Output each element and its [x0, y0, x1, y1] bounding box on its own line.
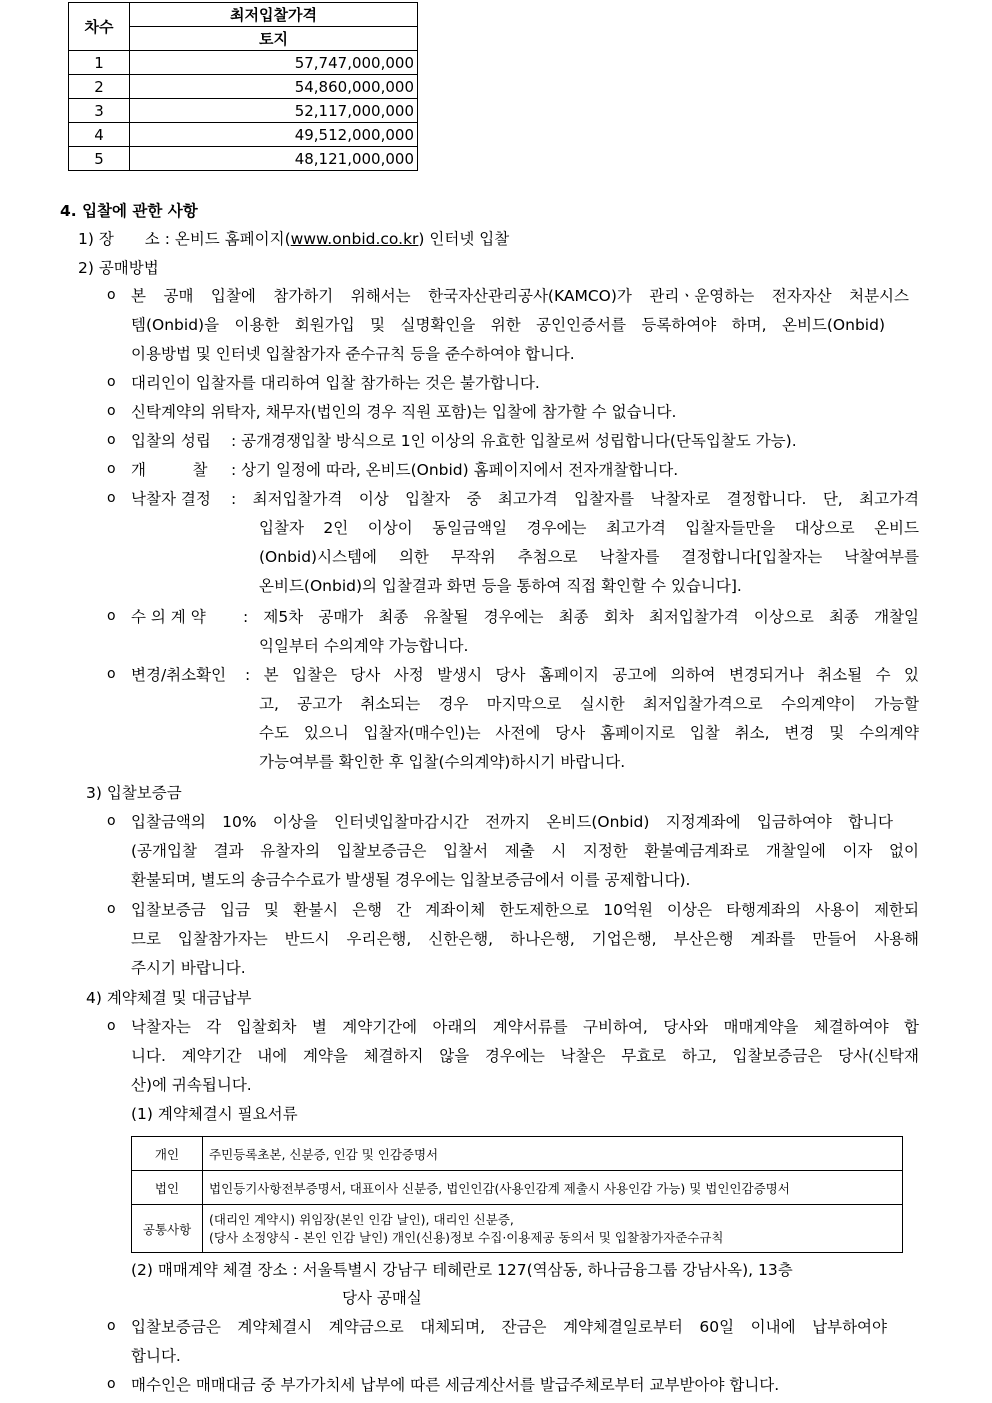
contract-place-line2: 당사 공매실: [342, 1289, 422, 1307]
round-cell: 4: [69, 123, 130, 147]
bullet-icon: o: [107, 666, 116, 682]
bullet-icon: o: [107, 608, 116, 624]
method-b8-line1: : 본 입찰은 당사 사정 발생시 당사 홈페이지 공고에 의하여 변경되거나 취소될 수 있: [245, 666, 919, 684]
method-b7-label: 수 의 계 약: [131, 608, 206, 626]
method-b6-line4: 온비드(Onbid)의 입찰결과 화면 등을 통하여 직접 확인할 수 있습니다].: [259, 577, 742, 595]
required-documents-table: [131, 1136, 903, 1253]
method-b6-label: 낙찰자 결정: [131, 490, 211, 508]
method-b7-line1: : 제5차 공매가 최종 유찰될 경우에는 최종 회차 최저입찰가격 이상으로 최종 개찰일: [243, 608, 919, 626]
contract-b3: 매수인은 매매대금 중 부가가치세 납부에 따른 세금계산서를 발급주체로부터 교부받아야 합니다.: [131, 1376, 780, 1394]
header-min-price: 최저입찰가격: [130, 3, 418, 27]
deposit-b1-line1: 입찰금액의 10% 이상을 인터넷입찰마감시간 전까지 온비드(Onbid) 지정계좌에 입금하여야 합니다: [131, 813, 893, 831]
method-b2: 대리인이 입찰자를 대리하여 입찰 참가하는 것은 불가합니다.: [131, 374, 540, 392]
contract-place-line1: (2) 매매계약 체결 장소 : 서울특별시 강남구 테헤란로 127(역삼동, 하나금융그룹 강남사옥), 13층: [131, 1261, 793, 1279]
place-tail: ) 인터넷 입찰: [418, 230, 510, 248]
round-cell: 2: [69, 75, 130, 99]
header-round: 차수: [69, 3, 130, 51]
method-heading: 2) 공매방법: [78, 259, 159, 277]
doc-value: [203, 1205, 903, 1253]
bullet-icon: o: [107, 403, 116, 419]
contract-b1-line3: 산)에 귀속됩니다.: [131, 1076, 252, 1094]
method-b8-label: 변경/취소확인: [131, 666, 227, 684]
method-b6-line2: 입찰자 2인 이상이 동일금액일 경우에는 최고가격 입찰자들만을 대상으로 온비드: [259, 519, 919, 537]
place-line: [78, 229, 509, 249]
doc-key: 개인: [132, 1137, 203, 1171]
method-b8-line2: 고, 공고가 취소되는 경우 마지막으로 실시한 최저입찰가격으로 수의계약이 가능할: [259, 695, 919, 713]
bullet-icon: o: [107, 901, 116, 917]
bullet-icon: o: [107, 374, 116, 390]
price-cell: 52,117,000,000: [130, 99, 418, 123]
contract-b2-line2: 합니다.: [131, 1347, 181, 1365]
table-row: [69, 99, 418, 123]
round-cell: 1: [69, 51, 130, 75]
table-row: [69, 75, 418, 99]
table-row: [69, 123, 418, 147]
doc-value-line1: (대리인 계약시) 위임장(본인 인감 날인), 대리인 신분증,: [209, 1211, 514, 1227]
deposit-b2-line2: 므로 입찰참가자는 반드시 우리은행, 신한은행, 하나은행, 기업은행, 부산은행 계좌를 만들어 사용해: [131, 930, 919, 948]
price-cell: 48,121,000,000: [130, 147, 418, 171]
contract-b1-line1: 낙찰자는 각 입찰회차 별 계약기간에 아래의 계약서류를 구비하여, 당사와 매매계약을 체결하여야 합: [131, 1018, 919, 1036]
min-bid-price-table: [68, 2, 418, 171]
bullet-icon: o: [107, 1018, 116, 1034]
header-land: 토지: [130, 27, 418, 51]
method-b6-line1: : 최저입찰가격 이상 입찰자 중 최고가격 입찰자를 낙찰자로 결정합니다. 단, 최고가격: [231, 490, 919, 508]
method-b5-text: : 상기 일정에 따라, 온비드(Onbid) 홈페이지에서 전자개찰합니다.: [231, 461, 679, 479]
table-row: [132, 1137, 903, 1171]
deposit-heading: 3) 입찰보증금: [86, 784, 182, 802]
bullet-icon: o: [107, 813, 116, 829]
method-b3: 신탁계약의 위탁자, 채무자(법인의 경우 직원 포함)는 입찰에 참가할 수 없습니다.: [131, 403, 677, 421]
contract-b1-line2: 니다. 계약기간 내에 계약을 체결하지 않을 경우에는 낙찰은 무효로 하고, 입찰보증금은 당사(신탁재: [131, 1047, 919, 1065]
price-cell: 57,747,000,000: [130, 51, 418, 75]
method-b8-line3: 수도 있으니 입찰자(매수인)는 사전에 당사 홈페이지로 입찰 취소, 변경 및 수의계약: [259, 724, 919, 742]
bullet-icon: o: [107, 490, 116, 506]
method-b7-line2: 익일부터 수의계약 가능합니다.: [259, 637, 469, 655]
table-row: [69, 51, 418, 75]
doc-value: 주민등록초본, 신분증, 인감 및 인감증명서: [203, 1137, 903, 1171]
round-cell: 5: [69, 147, 130, 171]
price-cell: 49,512,000,000: [130, 123, 418, 147]
method-b1-line3: 이용방법 및 인터넷 입찰참가자 준수규칙 등을 준수하여야 합니다.: [131, 345, 575, 363]
table-row: [132, 1205, 903, 1253]
method-b8-line4: 가능여부를 확인한 후 입찰(수의계약)하시기 바랍니다.: [259, 753, 626, 771]
contract-b2-line1: 입찰보증금은 계약체결시 계약금으로 대체되며, 잔금은 계약체결일로부터 60일 이내에 납부하여야: [131, 1318, 887, 1336]
section-title: 4. 입찰에 관한 사항: [60, 202, 198, 220]
method-b1-line1: 본 공매 입찰에 참가하기 위해서는 한국자산관리공사(KAMCO)가 관리ㆍ운영하는 전자자산 처분시스: [131, 287, 909, 305]
bullet-icon: o: [107, 287, 116, 303]
method-b4-text: : 공개경쟁입찰 방식으로 1인 이상의 유효한 입찰로써 성립합니다(단독입찰도 가능).: [231, 432, 797, 450]
contract-heading: 4) 계약체결 및 대금납부: [86, 989, 252, 1007]
deposit-b2-line3: 주시기 바랍니다.: [131, 959, 246, 977]
deposit-b1-line2: (공개입찰 결과 유찰자의 입찰보증금은 입찰서 제출 시 지정한 환불예금계좌로 개찰일에 이자 없이: [131, 842, 919, 860]
onbid-link[interactable]: www.onbid.co.kr: [290, 230, 419, 248]
deposit-b1-line3: 환불되며, 별도의 송금수수료가 발생될 경우에는 입찰보증금에서 이를 공제합니다).: [131, 871, 691, 889]
method-b5-label: 개 찰: [131, 461, 208, 479]
deposit-b2-line1: 입찰보증금 입금 및 환불시 은행 간 계좌이체 한도제한으로 10억원 이상은 타행계좌의 사용이 제한되: [131, 901, 919, 919]
doc-value: 법인등기사항전부증명서, 대표이사 신분증, 법인인감(사용인감계 제출시 사용인감 가능) 및 법인인감증명서: [203, 1171, 903, 1205]
place-label: 1) 장 소 : 온비드 홈페이지(: [78, 230, 291, 248]
docs-heading: (1) 계약체결시 필요서류: [131, 1105, 298, 1123]
method-b6-line3: (Onbid)시스템에 의한 무작위 추첨으로 낙찰자를 결정합니다[입찰자는 낙찰여부를: [259, 548, 919, 566]
table-row: [132, 1171, 903, 1205]
method-b4-label: 입찰의 성립: [131, 432, 211, 450]
method-b1-line2: 템(Onbid)을 이용한 회원가입 및 실명확인을 위한 공인인증서를 등록하여야 하며, 온비드(Onbid): [131, 316, 885, 334]
bullet-icon: o: [107, 1376, 116, 1392]
bullet-icon: o: [107, 461, 116, 477]
bullet-icon: o: [107, 432, 116, 448]
round-cell: 3: [69, 99, 130, 123]
bullet-icon: o: [107, 1318, 116, 1334]
doc-value-line2: (당사 소정양식 - 본인 인감 날인) 개인(신용)정보 수집·이용제공 동의서 및 입찰참가자준수규칙: [209, 1229, 724, 1245]
doc-key: 법인: [132, 1171, 203, 1205]
table-row: [69, 147, 418, 171]
price-cell: 54,860,000,000: [130, 75, 418, 99]
doc-key: 공통사항: [132, 1205, 203, 1253]
